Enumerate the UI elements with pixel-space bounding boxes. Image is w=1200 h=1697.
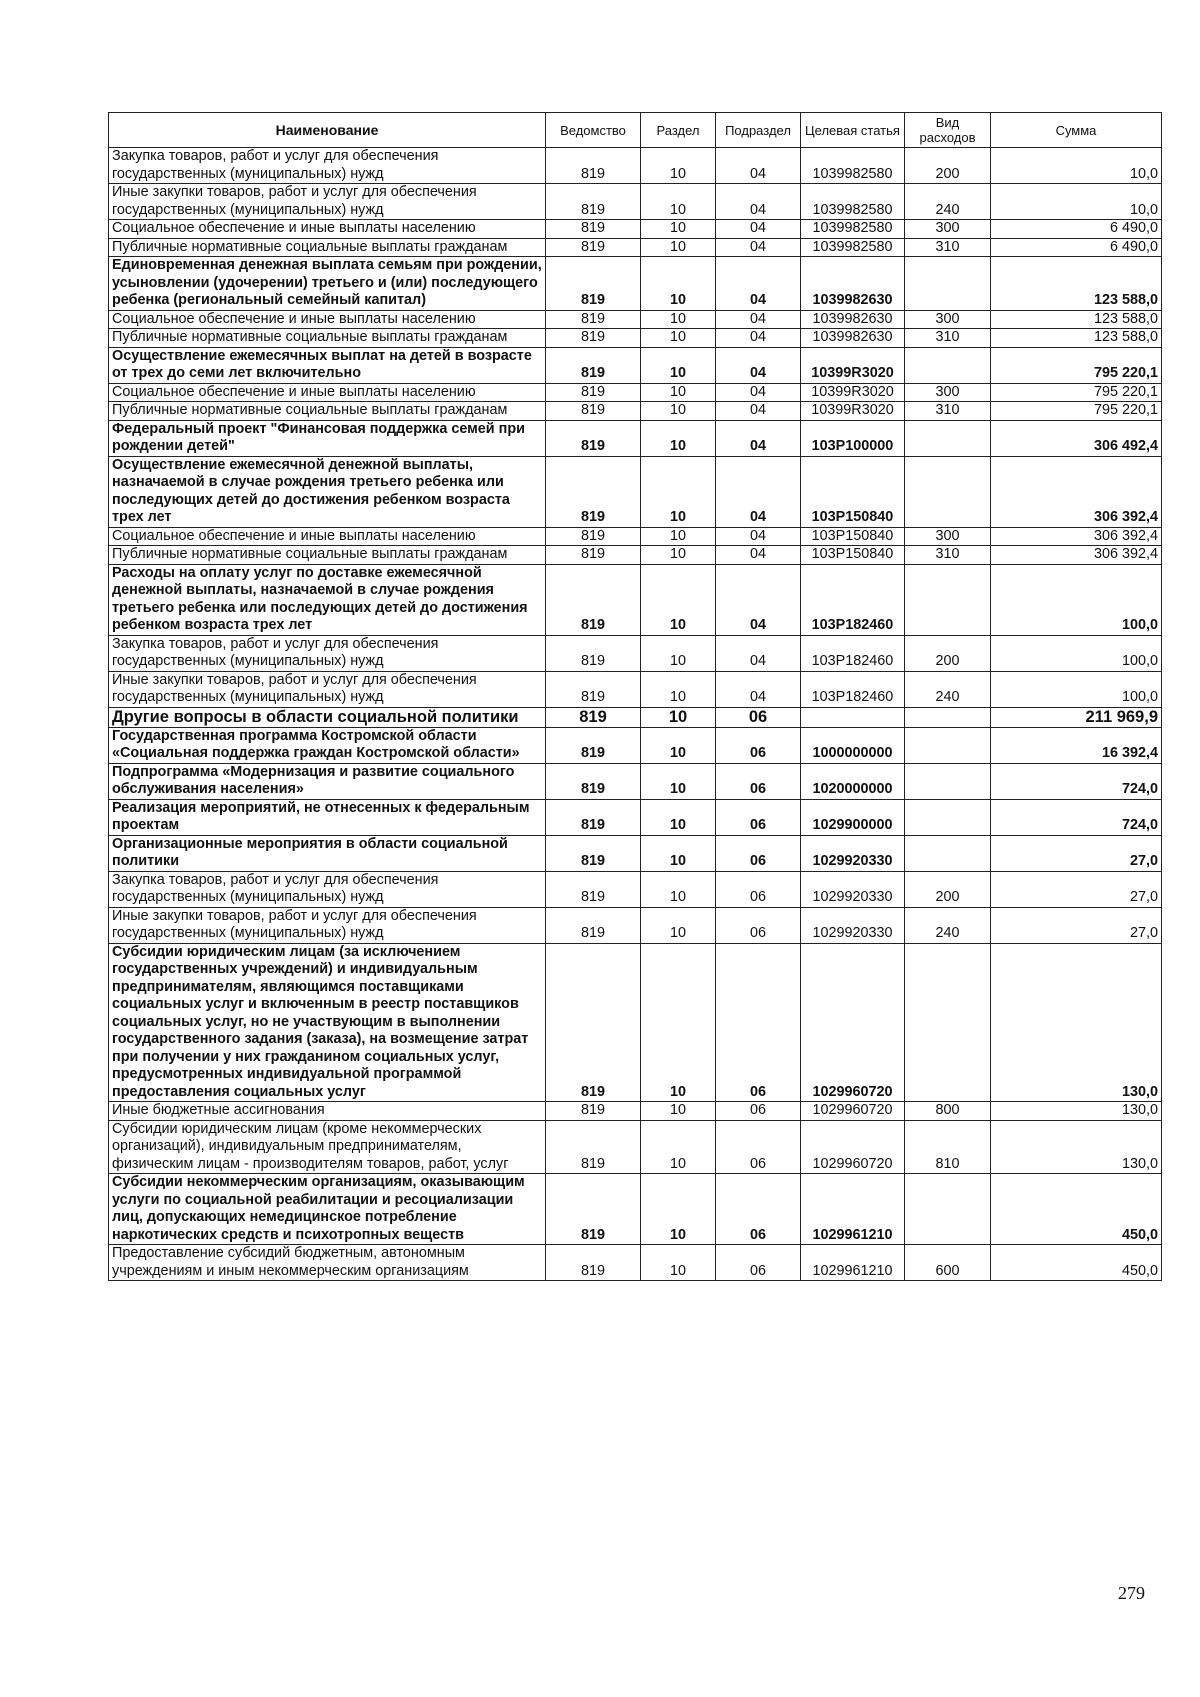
cell-podrazdel: 06 xyxy=(716,727,801,763)
cell-vid: 200 xyxy=(905,635,991,671)
header-summa: Сумма xyxy=(991,113,1162,148)
cell-razdel: 10 xyxy=(641,1120,716,1174)
cell-summa: 795 220,1 xyxy=(991,402,1162,421)
cell-vedomstvo: 819 xyxy=(546,329,641,348)
cell-vedomstvo: 819 xyxy=(546,799,641,835)
table-row xyxy=(109,799,1162,835)
cell-name: Иные закупки товаров, работ и услуг для обеспечения государственных (муниципальных) нужд xyxy=(109,671,546,707)
cell-celevaya: 103P182460 xyxy=(801,635,905,671)
cell-name: Реализация мероприятий, не отнесенных к федеральным проектам xyxy=(109,799,546,835)
cell-razdel: 10 xyxy=(641,564,716,635)
cell-razdel: 10 xyxy=(641,1102,716,1121)
cell-summa: 123 588,0 xyxy=(991,329,1162,348)
cell-razdel: 10 xyxy=(641,835,716,871)
table-row xyxy=(109,727,1162,763)
page-number: 279 xyxy=(1118,1583,1145,1603)
cell-celevaya: 1039982630 xyxy=(801,310,905,329)
cell-name: Единовременная денежная выплата семьям при рождении, усыновлении (удочерении) третьего и (или) последующего ребенка (региональный семейный капитал) xyxy=(109,257,546,311)
cell-name: Публичные нормативные социальные выплаты гражданам xyxy=(109,546,546,565)
cell-podrazdel: 04 xyxy=(716,148,801,184)
cell-vid xyxy=(905,763,991,799)
cell-celevaya: 1029920330 xyxy=(801,907,905,943)
cell-celevaya: 1029960720 xyxy=(801,1102,905,1121)
cell-razdel: 10 xyxy=(641,727,716,763)
cell-summa: 16 392,4 xyxy=(991,727,1162,763)
cell-podrazdel: 06 xyxy=(716,943,801,1102)
cell-name: Осуществление ежемесячных выплат на детей в возрасте от трех до семи лет включительно xyxy=(109,347,546,383)
cell-summa: 795 220,1 xyxy=(991,383,1162,402)
cell-podrazdel: 06 xyxy=(716,835,801,871)
table-row xyxy=(109,635,1162,671)
cell-summa: 6 490,0 xyxy=(991,238,1162,257)
cell-vid xyxy=(905,727,991,763)
table-header-row xyxy=(109,113,1162,148)
cell-razdel: 10 xyxy=(641,763,716,799)
table-row xyxy=(109,943,1162,1102)
cell-vid xyxy=(905,456,991,527)
cell-vedomstvo: 819 xyxy=(546,383,641,402)
cell-vedomstvo: 819 xyxy=(546,943,641,1102)
cell-razdel: 10 xyxy=(641,707,716,727)
table-row xyxy=(109,671,1162,707)
cell-razdel: 10 xyxy=(641,347,716,383)
cell-summa: 306 492,4 xyxy=(991,420,1162,456)
table-row xyxy=(109,835,1162,871)
cell-podrazdel: 04 xyxy=(716,671,801,707)
cell-vedomstvo: 819 xyxy=(546,1245,641,1281)
cell-name: Публичные нормативные социальные выплаты гражданам xyxy=(109,329,546,348)
cell-vedomstvo: 819 xyxy=(546,835,641,871)
cell-name: Социальное обеспечение и иные выплаты населению xyxy=(109,383,546,402)
cell-celevaya: 1039982580 xyxy=(801,184,905,220)
cell-podrazdel: 04 xyxy=(716,220,801,239)
cell-podrazdel: 06 xyxy=(716,1174,801,1245)
cell-vid: 300 xyxy=(905,310,991,329)
cell-summa: 100,0 xyxy=(991,635,1162,671)
header-celevaya: Целевая статья xyxy=(801,113,905,148)
cell-podrazdel: 04 xyxy=(716,527,801,546)
table-row xyxy=(109,329,1162,348)
cell-razdel: 10 xyxy=(641,402,716,421)
cell-vedomstvo: 819 xyxy=(546,420,641,456)
cell-vid xyxy=(905,707,991,727)
table-row xyxy=(109,871,1162,907)
cell-razdel: 10 xyxy=(641,238,716,257)
cell-celevaya: 1029960720 xyxy=(801,1120,905,1174)
cell-razdel: 10 xyxy=(641,456,716,527)
cell-razdel: 10 xyxy=(641,1174,716,1245)
cell-name: Предоставление субсидий бюджетным, автономным учреждениям и иным некоммерческим организациям xyxy=(109,1245,546,1281)
cell-podrazdel: 06 xyxy=(716,1102,801,1121)
cell-podrazdel: 04 xyxy=(716,310,801,329)
table-row xyxy=(109,1120,1162,1174)
cell-vid: 810 xyxy=(905,1120,991,1174)
cell-celevaya: 1039982580 xyxy=(801,148,905,184)
cell-vid: 300 xyxy=(905,220,991,239)
table-row xyxy=(109,148,1162,184)
cell-celevaya: 103P150840 xyxy=(801,546,905,565)
cell-podrazdel: 04 xyxy=(716,347,801,383)
cell-summa: 130,0 xyxy=(991,1102,1162,1121)
cell-vid: 240 xyxy=(905,184,991,220)
table-row xyxy=(109,257,1162,311)
cell-celevaya xyxy=(801,707,905,727)
table-row xyxy=(109,310,1162,329)
cell-name: Организационные мероприятия в области социальной политики xyxy=(109,835,546,871)
cell-vedomstvo: 819 xyxy=(546,220,641,239)
table-row xyxy=(109,527,1162,546)
cell-razdel: 10 xyxy=(641,907,716,943)
cell-razdel: 10 xyxy=(641,546,716,565)
cell-vedomstvo: 819 xyxy=(546,456,641,527)
cell-summa: 27,0 xyxy=(991,835,1162,871)
table-row xyxy=(109,347,1162,383)
budget-table xyxy=(108,112,1162,1281)
cell-name: Субсидии некоммерческим организациям, оказывающим услуги по социальной реабилитации и ресоциализации лиц, допускающих немедицинское потребление наркотических средств и психотропных веществ xyxy=(109,1174,546,1245)
table-row xyxy=(109,238,1162,257)
cell-celevaya: 1029920330 xyxy=(801,871,905,907)
cell-celevaya: 1029961210 xyxy=(801,1245,905,1281)
cell-name: Социальное обеспечение и иные выплаты населению xyxy=(109,220,546,239)
cell-vedomstvo: 819 xyxy=(546,763,641,799)
cell-name: Социальное обеспечение и иные выплаты населению xyxy=(109,527,546,546)
cell-razdel: 10 xyxy=(641,671,716,707)
cell-summa: 130,0 xyxy=(991,1120,1162,1174)
cell-name: Публичные нормативные социальные выплаты гражданам xyxy=(109,238,546,257)
cell-razdel: 10 xyxy=(641,799,716,835)
cell-name: Публичные нормативные социальные выплаты гражданам xyxy=(109,402,546,421)
cell-razdel: 10 xyxy=(641,184,716,220)
cell-summa: 130,0 xyxy=(991,943,1162,1102)
cell-name: Осуществление ежемесячной денежной выплаты, назначаемой в случае рождения третьего ребенка или последующих детей до достижения ребенком возраста трех лет xyxy=(109,456,546,527)
cell-summa: 100,0 xyxy=(991,671,1162,707)
cell-summa: 10,0 xyxy=(991,184,1162,220)
cell-podrazdel: 06 xyxy=(716,871,801,907)
table-row xyxy=(109,907,1162,943)
cell-name: Социальное обеспечение и иные выплаты населению xyxy=(109,310,546,329)
cell-razdel: 10 xyxy=(641,148,716,184)
cell-podrazdel: 06 xyxy=(716,1245,801,1281)
table-row xyxy=(109,420,1162,456)
header-razdel: Раздел xyxy=(641,113,716,148)
cell-name: Государственная программа Костромской области «Социальная поддержка граждан Костромской области» xyxy=(109,727,546,763)
cell-celevaya: 1020000000 xyxy=(801,763,905,799)
cell-celevaya: 1029900000 xyxy=(801,799,905,835)
cell-celevaya: 103P182460 xyxy=(801,564,905,635)
cell-podrazdel: 06 xyxy=(716,707,801,727)
table-row xyxy=(109,220,1162,239)
cell-name: Расходы на оплату услуг по доставке ежемесячной денежной выплаты, назначаемой в случае рождения третьего ребенка или последующих детей до достижения ребенком возраста трех лет xyxy=(109,564,546,635)
cell-razdel: 10 xyxy=(641,329,716,348)
cell-summa: 450,0 xyxy=(991,1245,1162,1281)
header-vedomstvo: Ведомство xyxy=(546,113,641,148)
cell-celevaya: 103P100000 xyxy=(801,420,905,456)
table-row xyxy=(109,184,1162,220)
cell-vid xyxy=(905,257,991,311)
cell-celevaya: 103P150840 xyxy=(801,527,905,546)
table-row xyxy=(109,402,1162,421)
cell-vid xyxy=(905,835,991,871)
cell-podrazdel: 04 xyxy=(716,564,801,635)
cell-vid xyxy=(905,1174,991,1245)
cell-vedomstvo: 819 xyxy=(546,707,641,727)
cell-vid xyxy=(905,420,991,456)
cell-summa: 123 588,0 xyxy=(991,257,1162,311)
cell-summa: 123 588,0 xyxy=(991,310,1162,329)
cell-podrazdel: 06 xyxy=(716,907,801,943)
cell-name: Подпрограмма «Модернизация и развитие социального обслуживания населения» xyxy=(109,763,546,799)
cell-summa: 27,0 xyxy=(991,871,1162,907)
cell-vedomstvo: 819 xyxy=(546,148,641,184)
cell-vedomstvo: 819 xyxy=(546,1120,641,1174)
cell-razdel: 10 xyxy=(641,527,716,546)
cell-vid: 300 xyxy=(905,383,991,402)
cell-celevaya: 1039982630 xyxy=(801,257,905,311)
cell-vedomstvo: 819 xyxy=(546,527,641,546)
cell-celevaya: 103P182460 xyxy=(801,671,905,707)
cell-vid xyxy=(905,943,991,1102)
cell-razdel: 10 xyxy=(641,257,716,311)
header-vid: Вид расходов xyxy=(905,113,991,148)
cell-name: Субсидии юридическим лицам (кроме некоммерческих организаций), индивидуальным предпринимателям, физическим лицам - производителям товаров, работ, услуг xyxy=(109,1120,546,1174)
cell-celevaya: 1039982630 xyxy=(801,329,905,348)
cell-podrazdel: 06 xyxy=(716,799,801,835)
table-row xyxy=(109,1245,1162,1281)
table-row xyxy=(109,707,1162,727)
cell-summa: 724,0 xyxy=(991,799,1162,835)
cell-celevaya: 103P150840 xyxy=(801,456,905,527)
cell-vedomstvo: 819 xyxy=(546,727,641,763)
cell-vid: 310 xyxy=(905,238,991,257)
cell-vid: 240 xyxy=(905,671,991,707)
header-name: Наименование xyxy=(109,113,546,148)
cell-vedomstvo: 819 xyxy=(546,310,641,329)
cell-name: Закупка товаров, работ и услуг для обеспечения государственных (муниципальных) нужд xyxy=(109,635,546,671)
cell-podrazdel: 04 xyxy=(716,383,801,402)
cell-podrazdel: 04 xyxy=(716,238,801,257)
cell-vid: 310 xyxy=(905,329,991,348)
cell-vid xyxy=(905,799,991,835)
table-row xyxy=(109,763,1162,799)
cell-name: Другие вопросы в области социальной политики xyxy=(109,707,546,727)
cell-podrazdel: 04 xyxy=(716,420,801,456)
cell-celevaya: 1000000000 xyxy=(801,727,905,763)
cell-celevaya: 1029920330 xyxy=(801,835,905,871)
cell-vedomstvo: 819 xyxy=(546,635,641,671)
cell-summa: 100,0 xyxy=(991,564,1162,635)
cell-vid: 600 xyxy=(905,1245,991,1281)
cell-celevaya: 1029961210 xyxy=(801,1174,905,1245)
cell-vedomstvo: 819 xyxy=(546,564,641,635)
cell-name: Закупка товаров, работ и услуг для обеспечения государственных (муниципальных) нужд xyxy=(109,871,546,907)
cell-celevaya: 10399R3020 xyxy=(801,347,905,383)
cell-name: Иные закупки товаров, работ и услуг для обеспечения государственных (муниципальных) нужд xyxy=(109,907,546,943)
cell-razdel: 10 xyxy=(641,220,716,239)
cell-name: Федеральный проект "Финансовая поддержка семей при рождении детей" xyxy=(109,420,546,456)
cell-name: Субсидии юридическим лицам (за исключением государственных учреждений) и индивидуальным предпринимателям, являющимся поставщиками социальных услуг и включенным в реестр поставщиков социальных услуг, но не участвующим в выполнении государственного задания (заказа), на возмещение затрат при получении у них гражданином социальных услуг, предусмотренных индивидуальной программой предоставления социальных услуг xyxy=(109,943,546,1102)
cell-podrazdel: 06 xyxy=(716,763,801,799)
table-row xyxy=(109,1174,1162,1245)
cell-vid: 310 xyxy=(905,402,991,421)
cell-vedomstvo: 819 xyxy=(546,184,641,220)
cell-vedomstvo: 819 xyxy=(546,671,641,707)
cell-summa: 450,0 xyxy=(991,1174,1162,1245)
cell-vedomstvo: 819 xyxy=(546,546,641,565)
cell-celevaya: 1039982580 xyxy=(801,238,905,257)
cell-vedomstvo: 819 xyxy=(546,257,641,311)
cell-summa: 27,0 xyxy=(991,907,1162,943)
cell-vid: 300 xyxy=(905,527,991,546)
cell-podrazdel: 04 xyxy=(716,402,801,421)
cell-razdel: 10 xyxy=(641,635,716,671)
cell-podrazdel: 04 xyxy=(716,635,801,671)
cell-podrazdel: 04 xyxy=(716,257,801,311)
cell-celevaya: 1029960720 xyxy=(801,943,905,1102)
cell-summa: 10,0 xyxy=(991,148,1162,184)
cell-summa: 306 392,4 xyxy=(991,456,1162,527)
cell-vedomstvo: 819 xyxy=(546,871,641,907)
cell-vid: 240 xyxy=(905,907,991,943)
cell-celevaya: 1039982580 xyxy=(801,220,905,239)
cell-razdel: 10 xyxy=(641,310,716,329)
cell-name: Иные закупки товаров, работ и услуг для обеспечения государственных (муниципальных) нужд xyxy=(109,184,546,220)
cell-vedomstvo: 819 xyxy=(546,347,641,383)
cell-summa: 724,0 xyxy=(991,763,1162,799)
cell-vid xyxy=(905,564,991,635)
cell-razdel: 10 xyxy=(641,943,716,1102)
cell-summa: 306 392,4 xyxy=(991,546,1162,565)
cell-vedomstvo: 819 xyxy=(546,907,641,943)
table-row xyxy=(109,564,1162,635)
cell-podrazdel: 04 xyxy=(716,329,801,348)
table-row xyxy=(109,383,1162,402)
cell-summa: 306 392,4 xyxy=(991,527,1162,546)
cell-celevaya: 10399R3020 xyxy=(801,402,905,421)
cell-celevaya: 10399R3020 xyxy=(801,383,905,402)
cell-razdel: 10 xyxy=(641,1245,716,1281)
cell-name: Иные бюджетные ассигнования xyxy=(109,1102,546,1121)
cell-podrazdel: 06 xyxy=(716,1120,801,1174)
cell-razdel: 10 xyxy=(641,871,716,907)
table-row xyxy=(109,1102,1162,1121)
table-row xyxy=(109,456,1162,527)
cell-podrazdel: 04 xyxy=(716,184,801,220)
table-body xyxy=(109,148,1162,1281)
cell-vedomstvo: 819 xyxy=(546,238,641,257)
cell-vid: 200 xyxy=(905,148,991,184)
cell-name: Закупка товаров, работ и услуг для обеспечения государственных (муниципальных) нужд xyxy=(109,148,546,184)
cell-podrazdel: 04 xyxy=(716,456,801,527)
cell-vid: 310 xyxy=(905,546,991,565)
cell-razdel: 10 xyxy=(641,420,716,456)
table-row xyxy=(109,546,1162,565)
cell-podrazdel: 04 xyxy=(716,546,801,565)
header-podrazdel: Подраздел xyxy=(716,113,801,148)
cell-summa: 6 490,0 xyxy=(991,220,1162,239)
cell-vid: 200 xyxy=(905,871,991,907)
cell-vid xyxy=(905,347,991,383)
cell-summa: 795 220,1 xyxy=(991,347,1162,383)
cell-vedomstvo: 819 xyxy=(546,1174,641,1245)
cell-razdel: 10 xyxy=(641,383,716,402)
cell-vedomstvo: 819 xyxy=(546,402,641,421)
cell-vedomstvo: 819 xyxy=(546,1102,641,1121)
cell-vid: 800 xyxy=(905,1102,991,1121)
cell-summa: 211 969,9 xyxy=(991,707,1162,727)
